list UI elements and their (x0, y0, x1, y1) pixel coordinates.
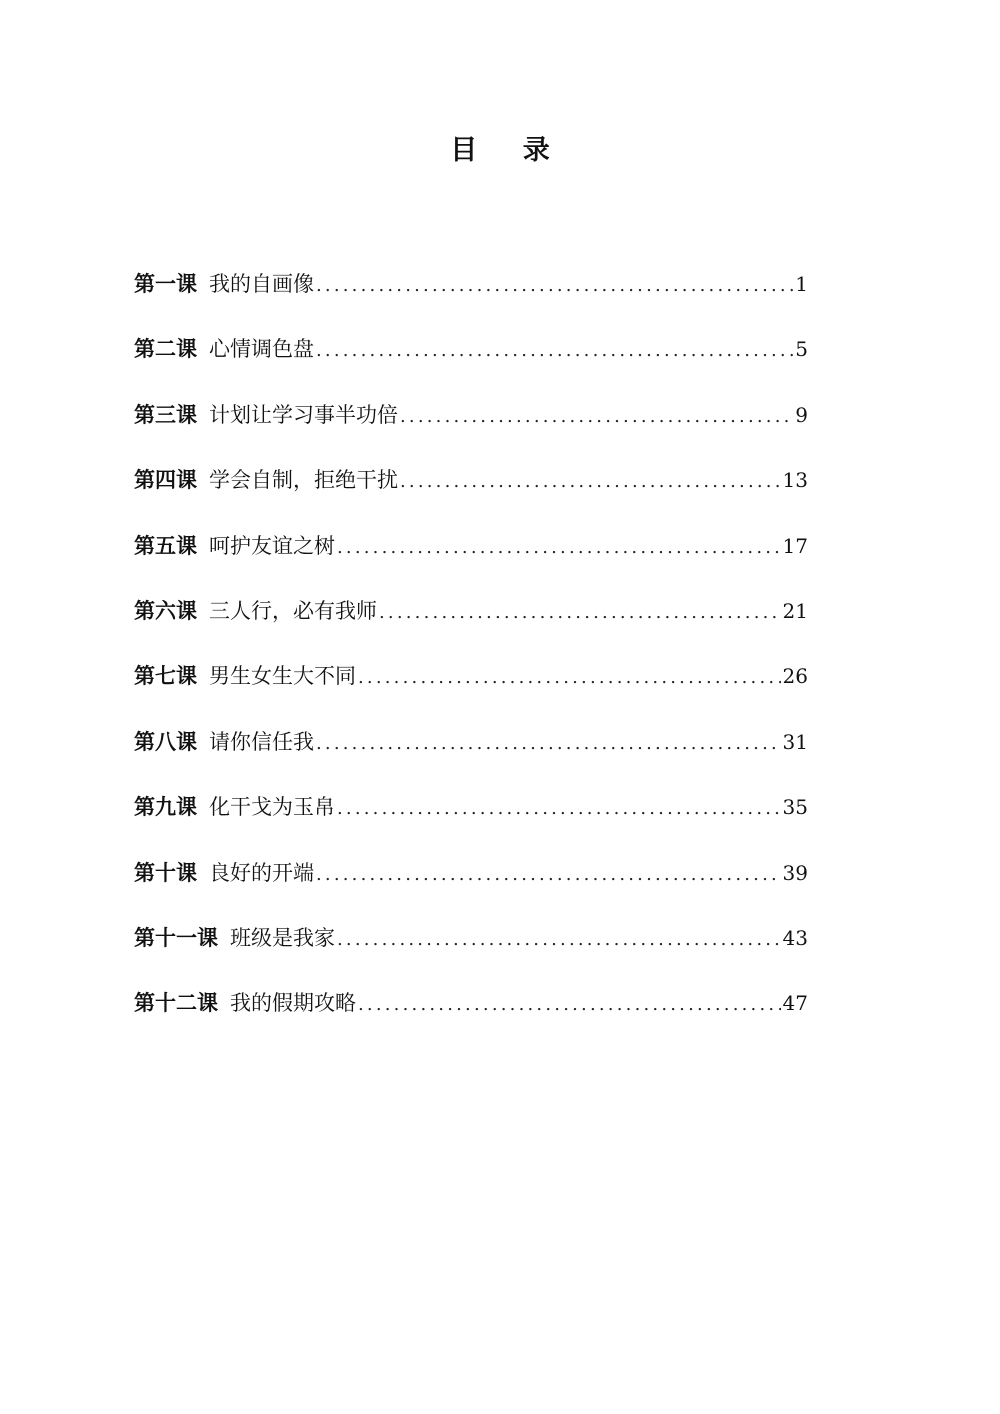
lesson-number: 第六课 (134, 598, 197, 623)
lesson-number: 第十二课 (134, 991, 218, 1016)
lesson-number: 第二课 (134, 337, 197, 362)
toc-entry-5 (134, 528, 808, 593)
page-number: 1 (795, 272, 808, 296)
page-number: 13 (782, 468, 808, 493)
dot-leader (316, 333, 793, 369)
toc-entry-9 (134, 789, 808, 854)
toc-entry-2 (134, 331, 808, 396)
lesson-number: 第八课 (134, 729, 197, 754)
lesson-title: 学会自制，拒绝干扰 (209, 468, 398, 493)
page-number: 47 (782, 991, 808, 1016)
lesson-number: 第十课 (134, 860, 197, 885)
page-number: 17 (782, 533, 808, 558)
dot-leader (316, 857, 781, 893)
dot-leader (316, 268, 793, 304)
lesson-title: 男生女生大不同 (209, 664, 356, 689)
lesson-title: 呵护友谊之树 (209, 533, 335, 558)
lesson-title: 三人行，必有我师 (209, 598, 377, 623)
dot-leader (337, 791, 781, 827)
dot-leader (337, 922, 781, 958)
toc-entry-3 (134, 397, 808, 462)
page-number: 43 (782, 925, 808, 950)
page-number: 9 (795, 402, 808, 427)
lesson-number: 第三课 (134, 402, 197, 427)
lesson-title: 我的假期攻略 (230, 991, 356, 1016)
page-number: 26 (782, 664, 808, 689)
lesson-title: 化干戈为玉帛 (209, 795, 335, 820)
toc-entry-6 (134, 593, 808, 658)
toc-entry-10 (134, 855, 808, 920)
lesson-title: 请你信任我 (209, 729, 314, 754)
lesson-number: 第五课 (134, 533, 197, 558)
dot-leader (358, 660, 781, 696)
dot-leader (358, 987, 781, 1023)
page-number: 35 (782, 795, 808, 820)
page-number: 21 (782, 598, 808, 623)
toc-entry-8 (134, 724, 808, 789)
lesson-title: 心情调色盘 (209, 337, 314, 362)
toc-entry-11 (134, 920, 808, 985)
lesson-title: 计划让学习事半功倍 (209, 402, 398, 427)
page-number: 39 (782, 860, 808, 885)
dot-leader (379, 595, 781, 631)
lesson-title: 我的自画像 (209, 272, 314, 296)
dot-leader (337, 530, 781, 566)
table-of-contents (134, 266, 808, 1051)
toc-entry-4 (134, 462, 808, 527)
toc-entry-7 (134, 658, 808, 723)
toc-entry-12 (134, 985, 808, 1050)
dot-leader (400, 399, 793, 435)
toc-entry-1 (134, 266, 808, 331)
page-number: 31 (782, 729, 808, 754)
lesson-number: 第十一课 (134, 925, 218, 950)
lesson-title: 良好的开端 (209, 860, 314, 885)
page-number: 5 (795, 337, 808, 362)
page-title: 目 录 (450, 135, 568, 166)
lesson-number: 第七课 (134, 664, 197, 689)
lesson-number: 第一课 (134, 272, 197, 296)
dot-leader (316, 726, 781, 762)
lesson-number: 第九课 (134, 795, 197, 820)
lesson-number: 第四课 (134, 468, 197, 493)
dot-leader (400, 464, 781, 500)
lesson-title: 班级是我家 (230, 925, 335, 950)
